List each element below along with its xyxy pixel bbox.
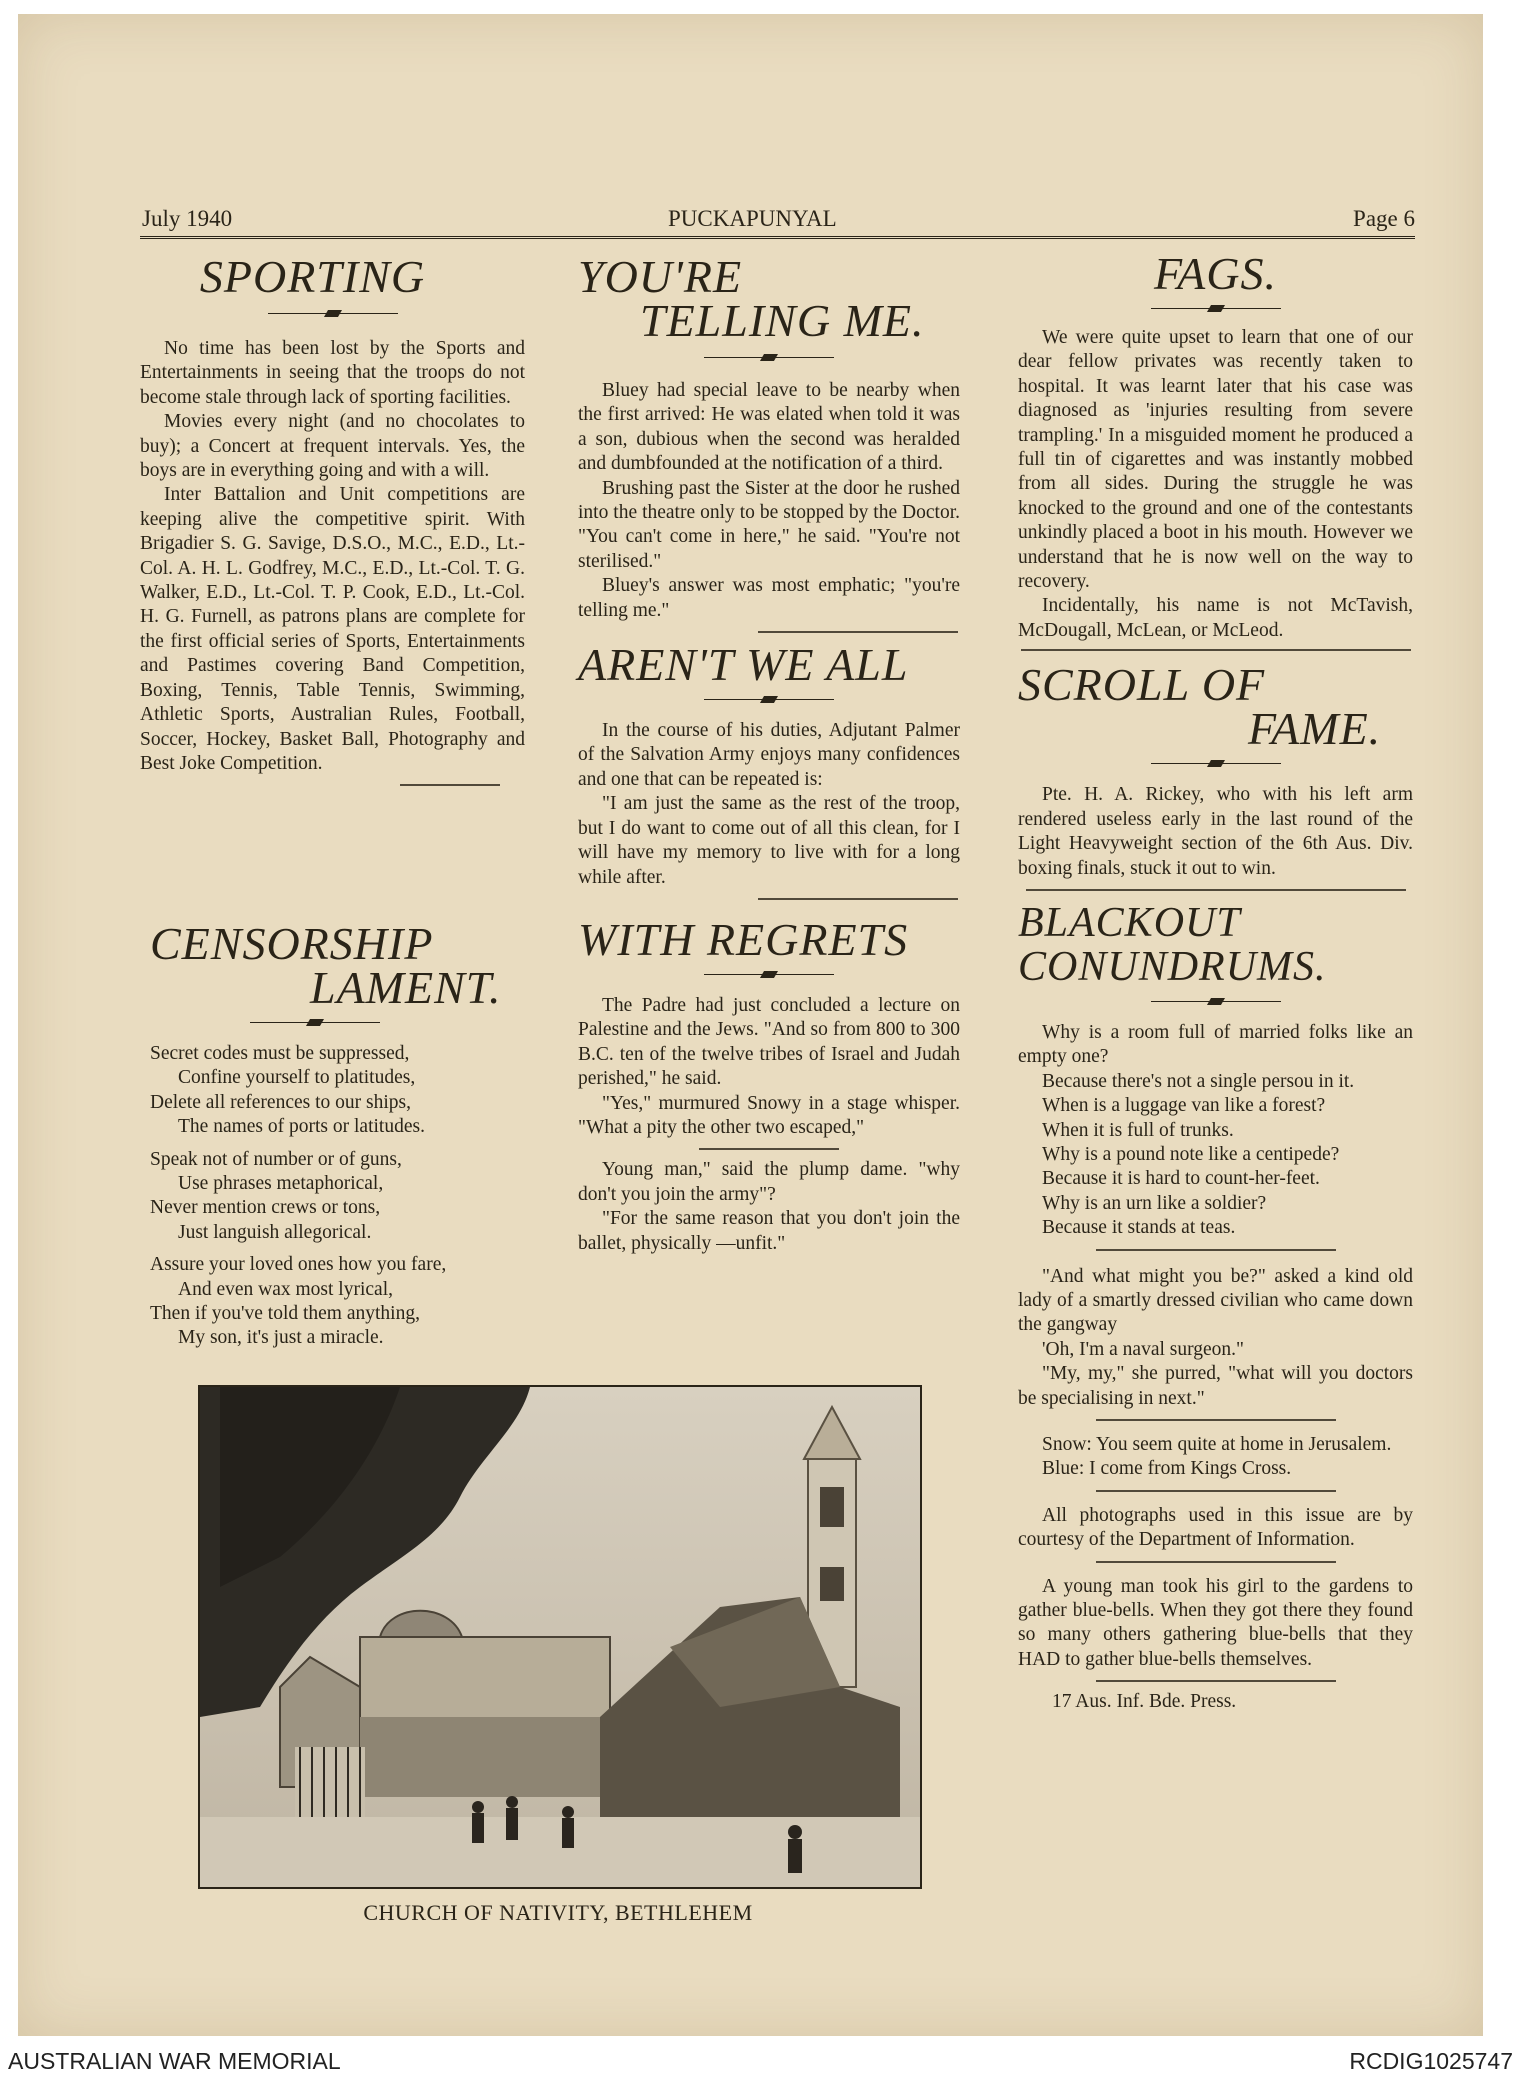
- conundrum-answer: Because there's not a single persou in it.: [1042, 1070, 1355, 1092]
- poem-line: Just languish allegorical.: [178, 1221, 372, 1243]
- telling-paragraph: Bluey had special leave to be nearby when the first arrived: He was elated when told it was a son, dubious when the second was heralded and dumbfounded at the notification of a third.: [578, 380, 960, 475]
- scroll-of-fame-heading: [1018, 659, 1413, 755]
- church-illustration: [200, 1387, 920, 1887]
- conundrum-question: Why is an urn like a soldier?: [1042, 1192, 1267, 1214]
- end-rule: [400, 784, 500, 786]
- poem-stanza: [150, 1253, 530, 1351]
- censorship-poem: [150, 1042, 530, 1351]
- end-rule: [1096, 1249, 1336, 1251]
- poem-line: Assure your loved ones how you fare,: [150, 1254, 447, 1276]
- poem-stanza: [150, 1042, 530, 1140]
- poem-line: Delete all references to our ships,: [150, 1091, 411, 1113]
- archive-id: RCDIG1025747: [1349, 2048, 1513, 2074]
- censorship-heading: [150, 918, 530, 1013]
- poem-line: Then if you've told them anything,: [150, 1303, 420, 1325]
- poem-line: The names of ports or latitudes.: [178, 1116, 425, 1138]
- masthead: [140, 196, 1415, 239]
- snow-joke: [1018, 1433, 1413, 1482]
- end-rule: [1021, 649, 1411, 651]
- poem-stanza: [150, 1148, 530, 1246]
- regrets-paragraph: Young man," said the plump dame. "why don't you join the army"?: [578, 1159, 960, 1205]
- ornament-rule: [704, 695, 834, 705]
- poem-line: Never mention crews or tons,: [150, 1197, 381, 1219]
- arent-paragraph: In the course of his duties, Adjutant Palmer of the Salvation Army enjoys many confidences and one that can be repeated is:: [578, 720, 960, 790]
- fags-paragraph: Incidentally, his name is not McTavish, McDougall, McLean, or McLeod.: [1018, 595, 1413, 641]
- poem-line: Speak not of number or of guns,: [150, 1148, 402, 1170]
- issue-date: July 1940: [142, 206, 233, 231]
- sporting-paragraph: No time has been lost by the Sports and Entertainments in seeing that the troops do not become stale through lack of sporting facilities.: [140, 338, 525, 408]
- photo-caption: CHURCH OF NATIVITY, BETHLEHEM: [363, 1900, 753, 1925]
- conundrum-answer: Because it stands at teas.: [1042, 1217, 1236, 1239]
- poem-line: Secret codes must be suppressed,: [150, 1043, 410, 1064]
- regrets-paragraph: "Yes," murmured Snowy in a stage whisper. "What a pity the other two escaped,": [578, 1092, 960, 1138]
- with-regrets-heading: WITH REGRETS: [578, 913, 909, 965]
- conundrum-question: Why is a pound note like a centipede?: [1042, 1143, 1340, 1165]
- joke-paragraph: Blue: I come from Kings Cross.: [1042, 1458, 1292, 1480]
- sporting-article: [140, 251, 525, 794]
- fags-paragraph: We were quite upset to learn that one of our dear fellow privates was recently taken to hospital. It was learnt later that his case was diagnosed as 'injuries resulting from severe trampling.' In a misguided moment he produced a full tin of cigarettes and was instantly mobbed from all sides. During the struggle he was knocked to the ground and one of the contestants unkindly placed a boot in his mouth. However we understand that he is now well on the way to recovery.: [1018, 327, 1413, 593]
- sporting-paragraph: Movies every night (and no chocolates to buy); a Concert at frequent intervals. Yes, the boys are in everything going and with a will.: [140, 411, 525, 482]
- photo-credit: All photographs used in this issue are by courtesy of the Department of Information.: [1018, 1504, 1413, 1551]
- telling-heading-line2: TELLING ME.: [640, 295, 925, 346]
- scroll-heading-line1: SCROLL OF: [1018, 659, 1266, 711]
- end-rule: [1096, 1419, 1336, 1421]
- joke-paragraph: "My, my," she purred, "what will you doctors be specialising in next.": [1018, 1363, 1413, 1409]
- sporting-heading: SPORTING: [199, 251, 426, 302]
- conundrum-question: Why is a room full of married folks like an empty one?: [1018, 1021, 1413, 1068]
- publication-title: PUCKAPUNYAL: [668, 206, 837, 231]
- archive-credit: AUSTRALIAN WAR MEMORIAL: [8, 2048, 341, 2074]
- end-rule: [699, 1148, 839, 1150]
- ornament-rule: [250, 1018, 380, 1028]
- blackout-heading: [1018, 901, 1413, 989]
- ornament-rule: [1151, 759, 1281, 769]
- conundrum-answer: Because it is hard to count-her-feet.: [1042, 1168, 1320, 1190]
- end-rule: [1096, 1490, 1336, 1492]
- end-rule: [758, 631, 958, 633]
- poem-line: Use phrases metaphorical,: [178, 1173, 384, 1195]
- censorship-heading-line2: LAMENT.: [310, 962, 502, 1013]
- ornament-rule: [268, 309, 398, 319]
- telling-paragraph: Brushing past the Sister at the door he rushed into the theatre only to be stopped by the Doctor. "You can't come in here," he said. "You're not sterilised.": [578, 477, 960, 572]
- scroll-heading-line2: FAME.: [1248, 703, 1382, 755]
- blackout-heading-line1: BLACKOUT: [1018, 899, 1241, 946]
- joke-paragraph: "And what might you be?" asked a kind old lady of a smartly dressed civilian who came down the gangway: [1018, 1265, 1413, 1336]
- telling-heading-line1: YOU'RE: [578, 251, 743, 302]
- conundrum-answer: When it is full of trunks.: [1042, 1119, 1234, 1141]
- ornament-rule: [1151, 997, 1281, 1007]
- telling-me-article: [578, 251, 960, 1256]
- press-credit: 17 Aus. Inf. Bde. Press.: [1052, 1691, 1237, 1713]
- poem-line: Confine yourself to platitudes,: [178, 1067, 416, 1089]
- fags-article: [1018, 248, 1413, 1715]
- poem-line: My son, it's just a miracle.: [178, 1327, 384, 1349]
- ornament-rule: [704, 353, 834, 363]
- arent-paragraph: "I am just the same as the rest of the troop, but I do want to come out of all this clean, for I will have my memory to live with for a long while after.: [578, 793, 960, 888]
- poem-line: And even wax most lyrical,: [178, 1278, 393, 1300]
- end-rule: [758, 898, 958, 900]
- joke-paragraph: Snow: You seem quite at home in Jerusalem.: [1042, 1434, 1392, 1455]
- conundrum-question: When is a luggage van like a forest?: [1042, 1095, 1326, 1117]
- ornament-rule: [704, 970, 834, 980]
- sporting-paragraph: Inter Battalion and Unit competitions are keeping alive the competitive spirit. With Brigadier S. G. Savige, D.S.O., M.C., E.D., Lt.-Col. A. H. L. Godfrey, M.C., E.D., Lt.-Col. T. G. Walker, E.D., Lt.-Col. T. P. Cook, E.D., Lt.-Col. H. G. Furnell, as patrons plans are complete for the first official series of Sports, Entertainments and Pastimes covering Band Competition, Boxing, Tennis, Table Tennis, Swimming, Athletic Sports, Australian Rules, Football, Soccer, Hockey, Basket Ball, Photography and Best Joke Competition.: [140, 484, 525, 774]
- telling-me-heading: [578, 251, 960, 346]
- regrets-paragraph: "For the same reason that you don't join the ballet, physically —unfit.": [578, 1208, 960, 1254]
- joke-paragraph: 'Oh, I'm a naval surgeon.": [1042, 1338, 1244, 1360]
- fags-heading: FAGS.: [1154, 248, 1277, 299]
- censorship-heading-line1: CENSORSHIP: [150, 918, 434, 969]
- blackout-heading-line2: CONUNDRUMS.: [1018, 943, 1327, 990]
- censorship-article: [150, 918, 530, 1359]
- church-photograph: [198, 1385, 922, 1889]
- bluebells-joke: A young man took his girl to the gardens to gather blue-bells. When they got there they found so many others gathering blue-bells that they HAD to gather blue-bells themselves.: [1018, 1575, 1413, 1670]
- scroll-paragraph: Pte. H. A. Rickey, who with his left arm rendered useless early in the last round of the Light Heavyweight section of the 6th Aus. Div. boxing finals, stuck it out to win.: [1018, 784, 1413, 879]
- arent-we-all-heading: AREN'T WE ALL: [578, 639, 909, 691]
- ornament-rule: [1151, 304, 1281, 314]
- end-rule: [1096, 1561, 1336, 1563]
- page-number: Page 6: [1353, 206, 1415, 231]
- telling-paragraph: Bluey's answer was most emphatic; "you're telling me.": [578, 575, 960, 621]
- end-rule: [1026, 889, 1406, 891]
- surgeon-joke: [1018, 1265, 1413, 1411]
- end-rule: [1096, 1680, 1336, 1682]
- regrets-paragraph: The Padre had just concluded a lecture on Palestine and the Jews. "And so from 800 to 300 B.C. ten of the twelve tribes of Israel and Judah perished," he said.: [578, 994, 960, 1090]
